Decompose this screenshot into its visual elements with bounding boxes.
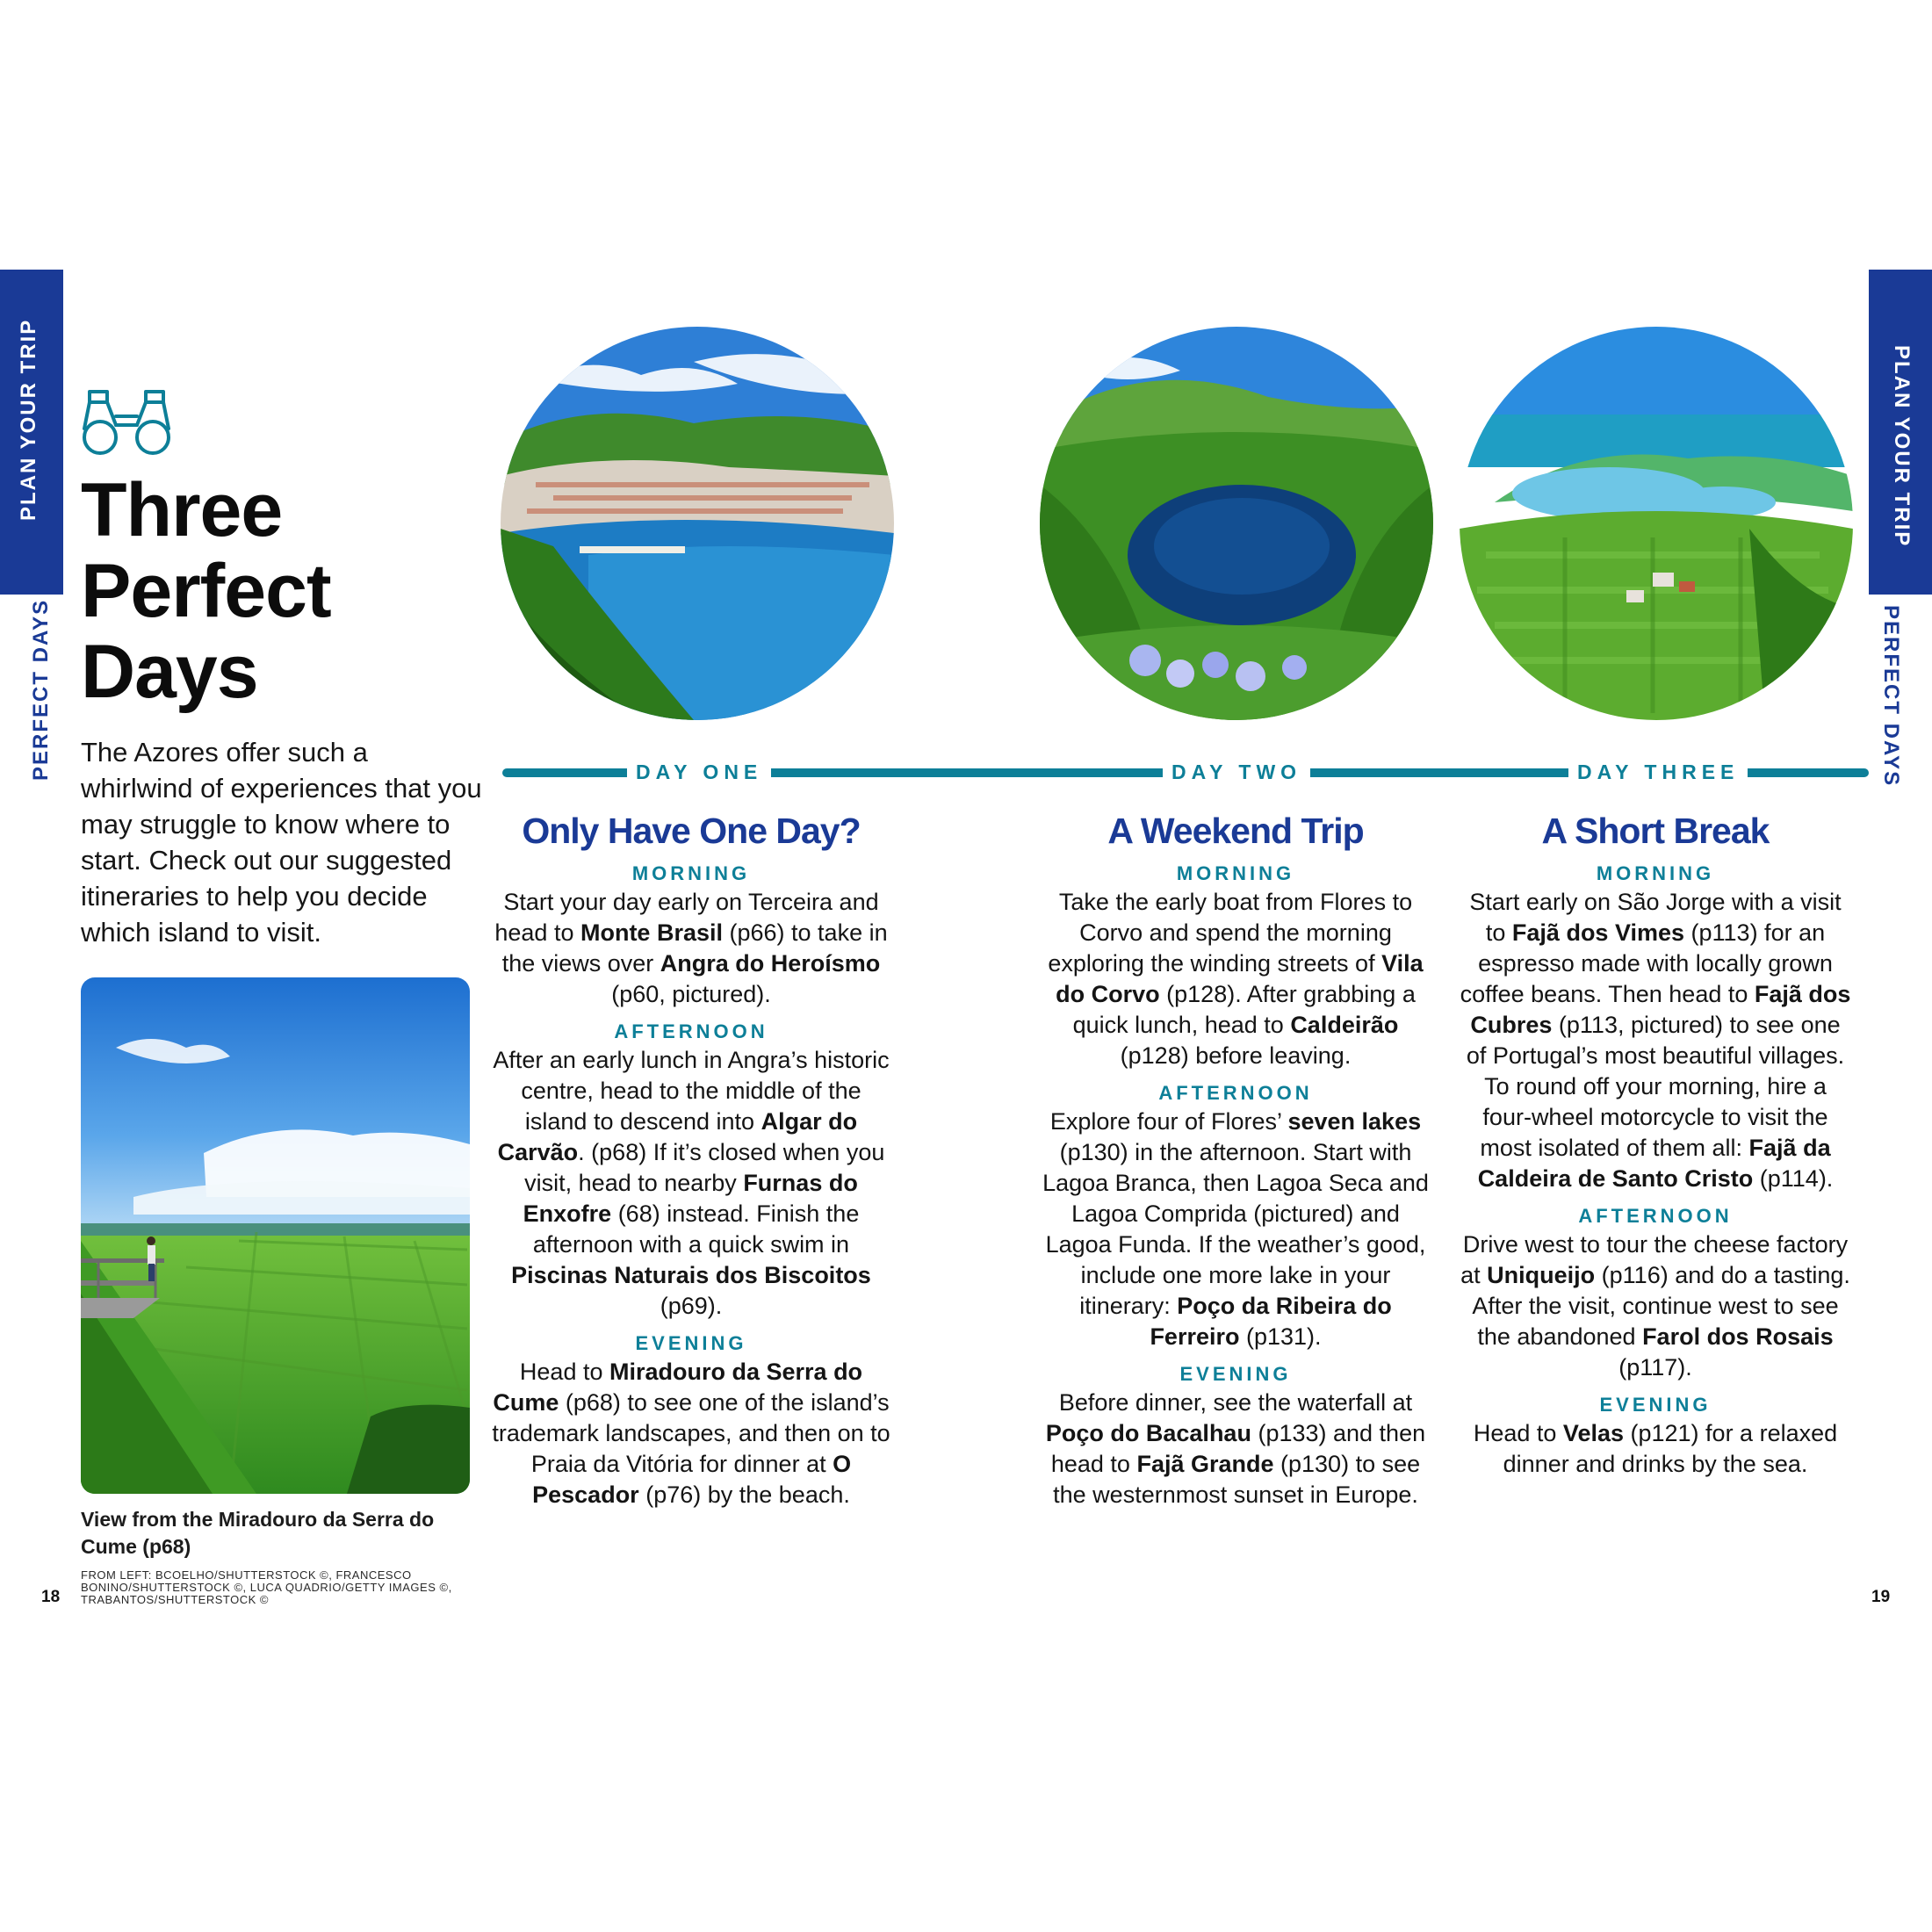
day-three-label: DAY THREE	[1568, 757, 1748, 787]
lagoa-comprida-photo	[1040, 327, 1433, 720]
binoculars-icon	[81, 386, 172, 457]
day-two-evening-label: EVENING	[1179, 1363, 1292, 1385]
page-number-left: 18	[41, 1588, 61, 1606]
day-two-afternoon-text: Explore four of Flores’ seven lakes (p130) in the afternoon. Start with Lagoa Branca, then Lagoa Seca and Lagoa Comprida (pictured) and Lagoa Funda. If the weather’s good, include one more lake in your itinerary: Poço da Ribeira do Ferreiro (p131).	[1042, 1108, 1429, 1350]
day-three-morning-text: Start early on São Jorge with a visit to Fajã dos Vimes (p113) for an espresso made with locally grown coffee beans. Then head to Fajã dos Cubres (p113, pictured) to see one of Portugal’s most beautiful villages. To round off your morning, hire a four-wheel motorcycle to visit the most isolated of them all: Fajã da Caldeira de Santo Cristo (p114).	[1460, 889, 1851, 1192]
day-two-afternoon-label: AFTERNOON	[1158, 1082, 1313, 1104]
faja-dos-cubres-photo	[1460, 327, 1853, 720]
day-one-morning-text: Start your day early on Terceira and head to Monte Brasil (p66) to take in the views over Angra do Heroísmo (p60, pictured).	[494, 889, 888, 1007]
day-one-evening-label: EVENING	[635, 1332, 747, 1354]
page-number-right: 19	[1871, 1588, 1891, 1606]
day-one-afternoon-label: AFTERNOON	[614, 1020, 768, 1042]
right-spine-label: PLAN YOUR TRIP	[1890, 345, 1914, 548]
day-three-afternoon-text: Drive west to tour the cheese factory at Uniqueijo (p116) and do a tasting. After the visit, continue west to see the abandoned Farol dos Rosais (p117).	[1460, 1231, 1850, 1381]
day-two-heading: A Weekend Trip	[1107, 811, 1364, 851]
title-line-1: Three	[81, 468, 283, 552]
day-two-evening-text: Before dinner, see the waterfall at Poço do Bacalhau (p133) and then head to Fajã Grande (p130) to see the westernmost sunset in Europe.	[1045, 1389, 1426, 1508]
photo-credits: FROM LEFT: BCOELHO/SHUTTERSTOCK ©, FRANCESCO BONINO/SHUTTERSTOCK ©, LUCA QUADRIO/GETTY IMAGES ©, TRABANTOS/SHUTTERSTOCK ©	[81, 1568, 452, 1606]
day-one-evening-text: Head to Miradouro da Serra do Cume (p68) to see one of the island’s trademark landscapes, and then on to Praia da Vitória for dinner at O Pescador (p76) by the beach.	[492, 1359, 890, 1508]
day-three-heading: A Short Break	[1541, 811, 1770, 851]
day-three-evening-text: Head to Velas (p121) for a relaxed dinner and drinks by the sea.	[1473, 1420, 1838, 1477]
day-one-morning-label: MORNING	[631, 862, 751, 884]
title-line-3: Days	[81, 630, 258, 714]
left-spine-label: PLAN YOUR TRIP	[17, 318, 40, 521]
serra-do-cume-photo	[81, 977, 470, 1494]
intro-paragraph: The Azores offer such a whirlwind of experiences that you may struggle to know where to start. Check out our suggested itineraries to help you decide which island to visit.	[81, 737, 482, 948]
page-title	[81, 470, 331, 712]
day-one-column	[492, 806, 890, 1510]
day-one-afternoon-text: After an early lunch in Angra’s historic centre, head to the middle of the island to descend into Algar do Carvão. (p68) If it’s closed when you visit, head to nearby Furnas do Enxofre (68) instead. Finish the afternoon with a quick swim in Piscinas Naturais dos Biscoitos (p69).	[493, 1047, 890, 1319]
day-three-afternoon-label: AFTERNOON	[1578, 1205, 1733, 1227]
day-three-column	[1458, 806, 1853, 1480]
day-three-morning-label: MORNING	[1596, 862, 1715, 884]
photo-caption: View from the Miradouro da Serra do Cume (p68)	[81, 1508, 435, 1558]
right-section-label: PERFECT DAYS	[1879, 605, 1903, 788]
day-one-heading: Only Have One Day?	[522, 811, 861, 851]
day-two-morning-label: MORNING	[1176, 862, 1295, 884]
day-three-evening-label: EVENING	[1599, 1394, 1712, 1416]
left-section-label: PERFECT DAYS	[29, 598, 53, 781]
day-one-label: DAY ONE	[627, 757, 771, 787]
title-line-2: Perfect	[81, 549, 331, 633]
day-two-morning-text: Take the early boat from Flores to Corvo and spend the morning exploring the winding streets of Vila do Corvo (p128). After grabbing a quick lunch, head to Caldeirão (p128) before leaving.	[1048, 889, 1424, 1069]
day-two-column	[1036, 806, 1435, 1510]
angra-do-heroismo-photo	[501, 327, 894, 720]
day-two-label: DAY TWO	[1163, 757, 1310, 787]
